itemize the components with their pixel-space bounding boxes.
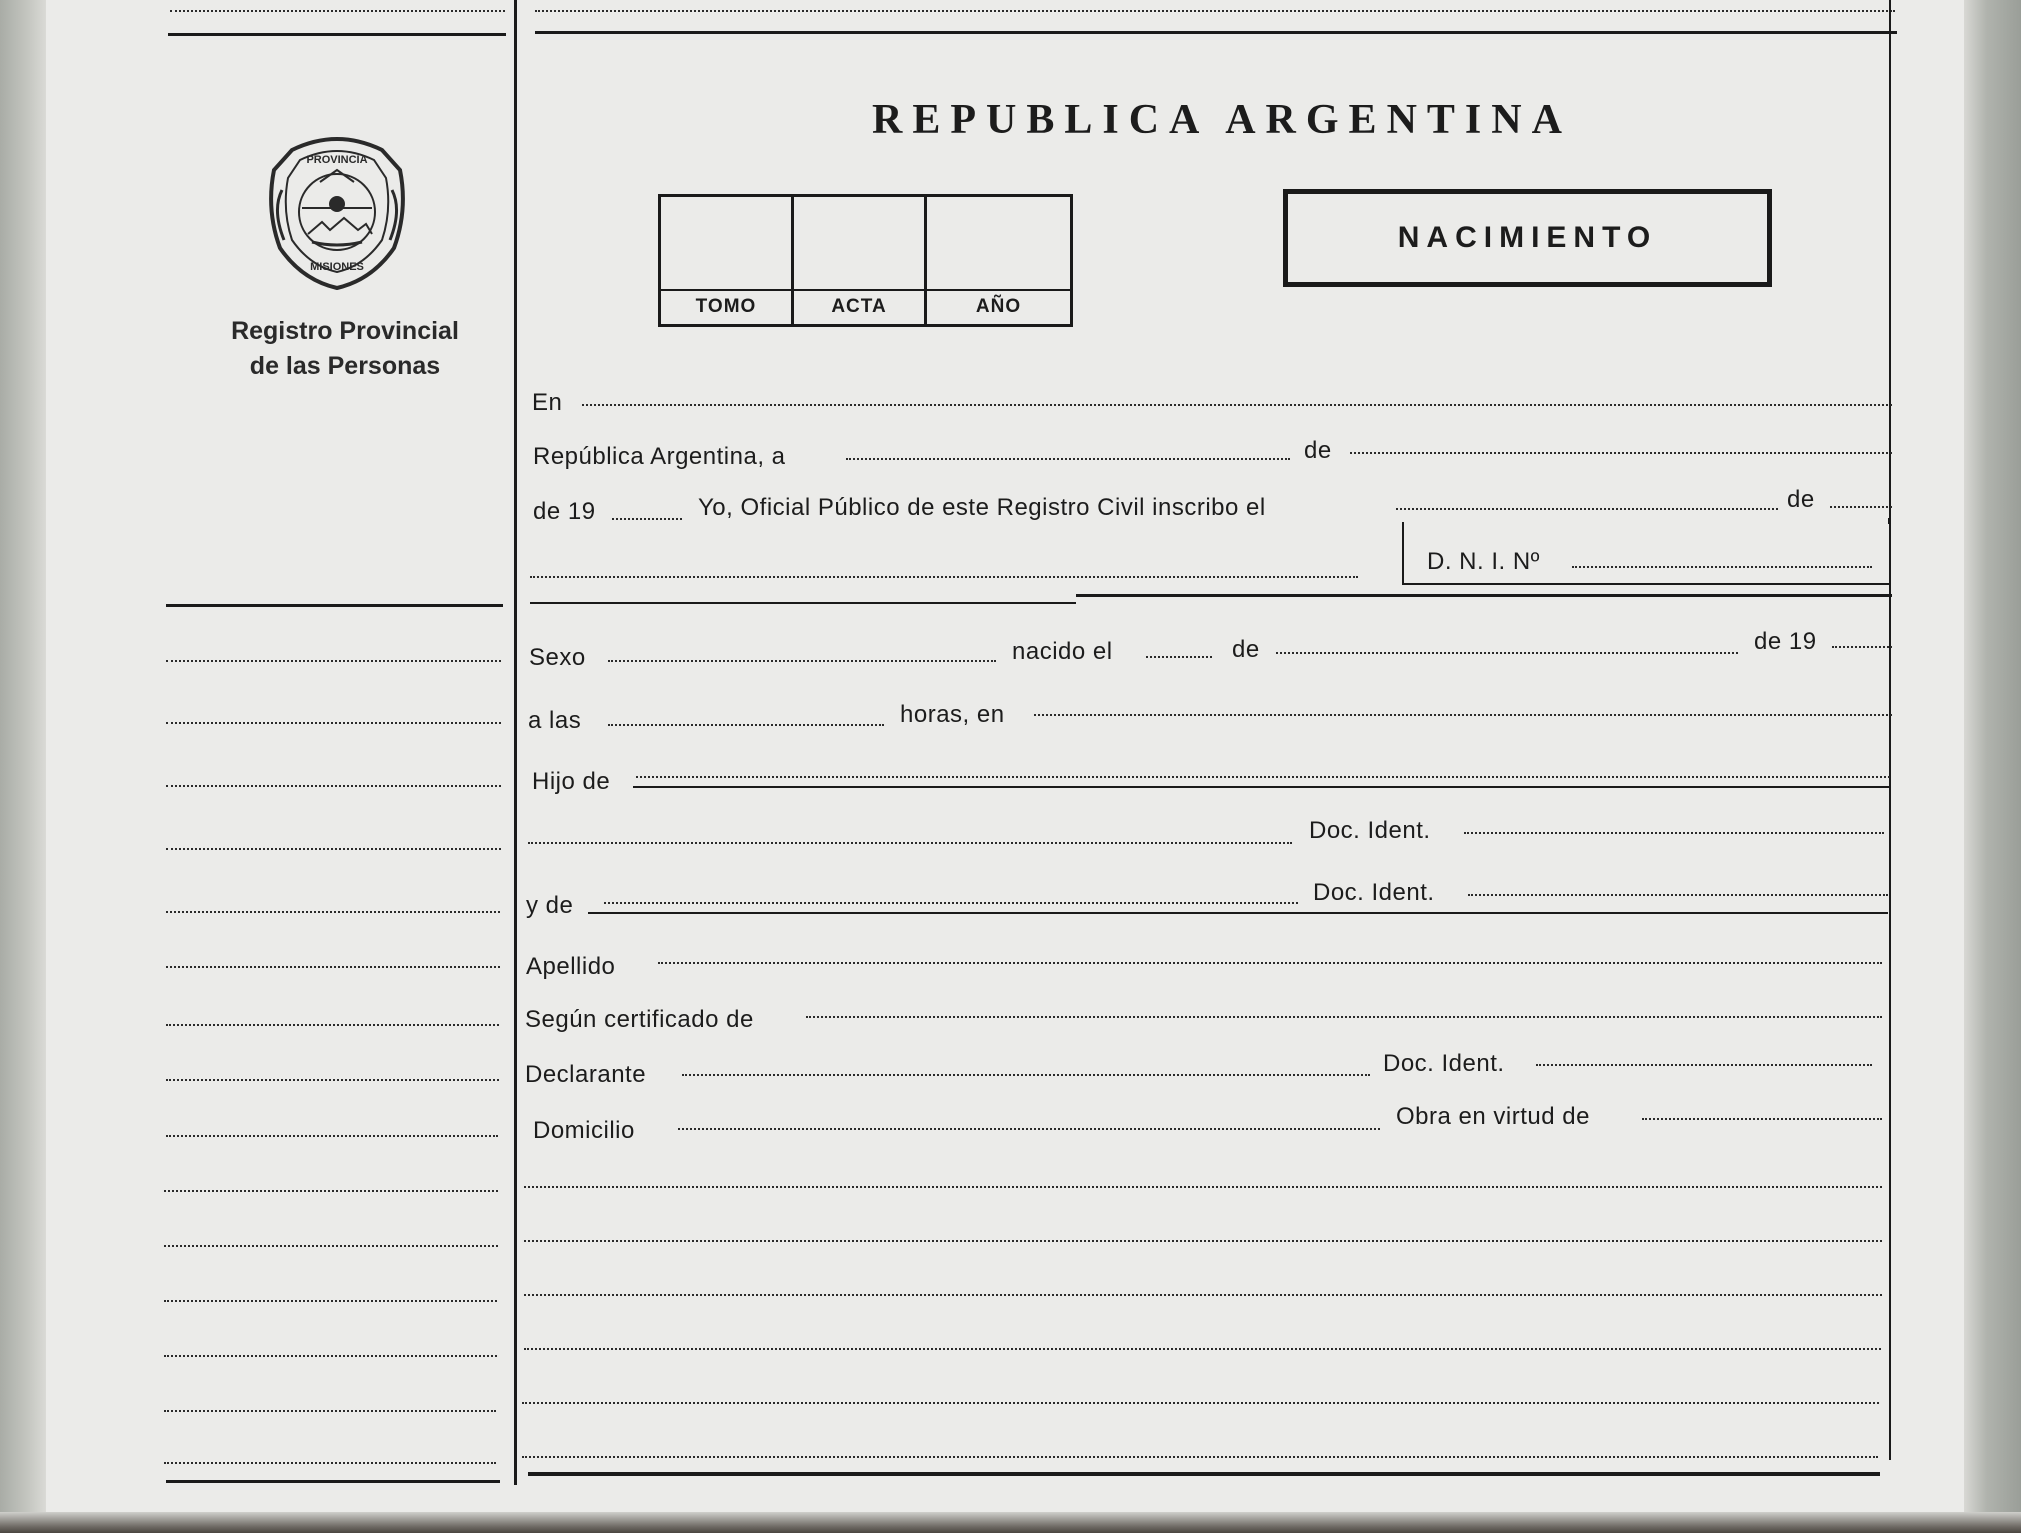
- notes-line[interactable]: [522, 1456, 1878, 1458]
- mother-field[interactable]: [604, 902, 1298, 904]
- top-left-rule: [168, 33, 506, 36]
- left-note-line[interactable]: [166, 660, 501, 662]
- acta-label: ACTA: [831, 296, 887, 317]
- mother-underline: [588, 912, 1888, 914]
- mother-doc-field[interactable]: [1468, 894, 1888, 896]
- dni-field[interactable]: [1572, 566, 1872, 568]
- father-doc-field[interactable]: [1464, 832, 1884, 834]
- book-reference-box: [658, 194, 1073, 327]
- left-note-line[interactable]: [166, 785, 501, 787]
- de-label-1: de: [1304, 437, 1332, 464]
- left-note-line[interactable]: [166, 966, 500, 968]
- coat-of-arms-seal: [262, 130, 412, 290]
- notes-line[interactable]: [524, 1240, 1882, 1242]
- de19-label-2: de 19: [1754, 628, 1817, 655]
- en-label: En: [532, 389, 563, 416]
- doc-ident-label-1: Doc. Ident.: [1309, 817, 1431, 844]
- left-note-line[interactable]: [166, 1079, 499, 1081]
- nacido-label: nacido el: [1012, 638, 1113, 665]
- notes-line[interactable]: [524, 1294, 1882, 1296]
- right-border: [1889, 0, 1891, 1460]
- domicilio-label: Domicilio: [533, 1117, 635, 1144]
- left-note-line[interactable]: [164, 1355, 497, 1357]
- doc-ident-label-3: Doc. Ident.: [1383, 1050, 1505, 1077]
- registry-line2: de las Personas: [249, 352, 441, 380]
- registry-line1: Registro Provincial: [231, 317, 459, 345]
- de19-label-1: de 19: [533, 498, 596, 525]
- father-name-cont-field[interactable]: [528, 842, 1292, 844]
- registry-name: [200, 314, 490, 384]
- father-underline: [633, 786, 1890, 788]
- day-field[interactable]: [846, 458, 1290, 460]
- domicilio-field[interactable]: [678, 1128, 1380, 1130]
- y-de-label: y de: [526, 892, 574, 919]
- left-note-line[interactable]: [164, 1245, 498, 1247]
- top-left-dotted-line: [170, 10, 505, 12]
- notes-line[interactable]: [524, 1186, 1882, 1188]
- birth-place-field[interactable]: [1034, 714, 1892, 716]
- oficial-label: Yo, Oficial Público de este Registro Civil inscribo el: [698, 494, 1266, 521]
- page-shadow-left: [0, 0, 46, 1533]
- birth-day-field[interactable]: [1146, 656, 1212, 658]
- anio-label: AÑO: [975, 296, 1022, 317]
- top-right-rule: [535, 31, 1897, 34]
- inscribo-field[interactable]: [1396, 508, 1778, 510]
- a-las-label: a las: [528, 707, 582, 734]
- sexo-label: Sexo: [529, 644, 586, 671]
- page-title: REPUBLICA ARGENTINA: [872, 97, 1572, 143]
- page-edge-right: [1964, 0, 2021, 1533]
- left-bottom-rule: [166, 1480, 500, 1483]
- segun-certificado-label: Según certificado de: [525, 1006, 754, 1033]
- left-note-line[interactable]: [166, 1024, 499, 1026]
- obra-field[interactable]: [1642, 1118, 1882, 1120]
- obra-label: Obra en virtud de: [1396, 1103, 1590, 1130]
- certificado-field[interactable]: [806, 1016, 1882, 1018]
- apellido-field[interactable]: [658, 962, 1882, 964]
- tomo-label: TOMO: [695, 296, 757, 317]
- anio-cell[interactable]: [927, 197, 1070, 324]
- left-note-line[interactable]: [166, 911, 500, 913]
- father-field[interactable]: [636, 776, 1890, 778]
- main-section-rule-a: [530, 602, 1076, 604]
- left-note-line[interactable]: [166, 1135, 498, 1137]
- doc-ident-label-2: Doc. Ident.: [1313, 879, 1435, 906]
- horas-label: horas, en: [900, 701, 1005, 728]
- de-label-2: de: [1787, 486, 1815, 513]
- left-note-line[interactable]: [166, 722, 501, 724]
- birth-year-field[interactable]: [1832, 646, 1892, 648]
- inscribo-de-field[interactable]: [1830, 506, 1892, 508]
- notes-line[interactable]: [524, 1348, 1881, 1350]
- top-right-dotted-line: [535, 10, 1895, 12]
- sexo-field[interactable]: [608, 660, 996, 662]
- de-label-3: de: [1232, 636, 1260, 663]
- dni-label: D. N. I. Nº: [1427, 548, 1540, 575]
- left-note-line[interactable]: [164, 1190, 498, 1192]
- year-field-1[interactable]: [612, 518, 682, 520]
- republica-label: República Argentina, a: [533, 443, 786, 470]
- document-type-label: NACIMIENTO: [1397, 221, 1658, 254]
- notes-line[interactable]: [522, 1402, 1879, 1404]
- declarante-doc-field[interactable]: [1536, 1064, 1872, 1066]
- column-divider: [514, 0, 517, 1485]
- name-field[interactable]: [530, 576, 1358, 578]
- svg-text:PROVINCIA: PROVINCIA: [306, 154, 368, 166]
- acta-cell[interactable]: [794, 197, 927, 324]
- bottom-rule: [528, 1472, 1880, 1476]
- hijo-de-label: Hijo de: [532, 768, 611, 795]
- en-field[interactable]: [582, 404, 1892, 406]
- declarante-label: Declarante: [525, 1061, 647, 1088]
- left-note-line[interactable]: [164, 1462, 496, 1464]
- declarante-field[interactable]: [682, 1074, 1370, 1076]
- bottom-edge: [0, 1512, 2021, 1533]
- svg-text:MISIONES: MISIONES: [310, 261, 364, 273]
- month-field[interactable]: [1350, 452, 1892, 454]
- left-note-line[interactable]: [164, 1300, 497, 1302]
- document-type-box: [1283, 189, 1772, 287]
- left-note-line[interactable]: [164, 1410, 496, 1412]
- hour-field[interactable]: [608, 724, 884, 726]
- left-section-rule: [166, 604, 503, 607]
- left-note-line[interactable]: [166, 848, 501, 850]
- tomo-cell[interactable]: [661, 197, 794, 324]
- main-section-rule-b: [1076, 594, 1892, 597]
- apellido-label: Apellido: [526, 953, 616, 980]
- birth-month-field[interactable]: [1276, 652, 1738, 654]
